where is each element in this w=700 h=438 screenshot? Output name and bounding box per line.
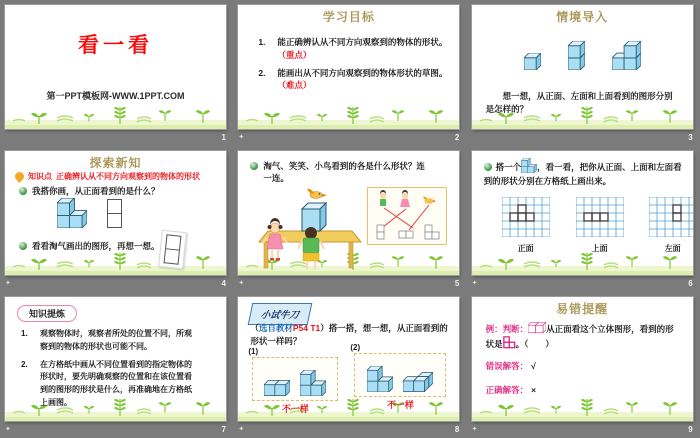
right-label: 正确解答： (485, 385, 529, 395)
grass-decoration (5, 249, 226, 275)
square-cell (164, 249, 180, 264)
statement-text: 从正面看这个立体图形，看到的形状是 (485, 324, 674, 350)
question-text: 想一想，从正面、左面和上面看到的图形分别是怎样的？ (485, 91, 673, 114)
item-text: 在方格纸中画从不同位置看到的指定物体的形状时，要先明确观察的位置和在该位置看到的图形的形状是什么，再准确地在方格纸上画图。 (40, 359, 192, 407)
example-statement (486, 321, 682, 352)
right-mark: × (531, 385, 537, 395)
cell-1 (0, 0, 233, 146)
bullet-icon (250, 162, 258, 170)
slide-6-footer (472, 277, 693, 290)
slide-title: 易错提醒 (556, 302, 609, 316)
slide-title: 探索新知 (89, 156, 142, 170)
question-text: 看看淘气画出的图形，再想一想。 (32, 241, 160, 251)
transition-star-icon: ✦ (471, 426, 478, 433)
square-cell (107, 214, 122, 228)
square-cell (107, 199, 122, 214)
slide-number: 1 (221, 132, 226, 142)
example-label: 例：判断： (485, 324, 529, 334)
slide-2-thumbnail[interactable] (238, 5, 459, 129)
slide-3-thumbnail[interactable] (472, 5, 693, 129)
slide-8-footer (238, 423, 459, 436)
slide-number: 2 (454, 132, 460, 142)
list-item (258, 67, 453, 93)
item-text: 能画出从不同方向观察到的物体形状的草图。 (277, 67, 448, 78)
grass-decoration (5, 103, 226, 129)
right-answer-line (486, 384, 536, 396)
question-pre: 搭一个 (495, 162, 522, 172)
grass-strip (5, 103, 226, 129)
slide-4-thumbnail[interactable] (5, 151, 226, 275)
slide-5-footer (238, 277, 459, 290)
practice-badge-label: 小试牛刀 (259, 310, 301, 321)
exercise-question: 搭一搭，想一想，从正面看到的形状一样吗？ (250, 323, 448, 346)
cell-9 (467, 292, 700, 438)
cube-compare-box-1 (252, 357, 338, 401)
cube-compare-box-2 (354, 353, 446, 397)
cell-5 (233, 146, 466, 292)
matching-panel (367, 187, 447, 245)
transition-star-icon: ✦ (5, 280, 11, 287)
grid-left-view (649, 197, 693, 237)
source-ref: P54 T1 (292, 323, 321, 333)
answer-text-1: 不一样 (281, 404, 309, 414)
stairs-cube-figure (367, 366, 393, 392)
cell-7 (0, 292, 233, 438)
grid-label-left: 左面 (664, 244, 681, 253)
slide-8-thumbnail[interactable] (238, 297, 459, 421)
slide-number: 6 (688, 278, 693, 288)
item-tag: （难点） (277, 80, 312, 91)
paren-open: （ (250, 323, 259, 333)
slide-title: 学习目标 (322, 10, 375, 24)
slide-7-thumbnail[interactable] (5, 297, 226, 421)
slide-5-thumbnail[interactable] (238, 151, 459, 275)
slide-number: 5 (454, 278, 460, 288)
item-body (277, 36, 453, 62)
list-item (21, 328, 198, 354)
item-text: 能正确辨认从不同方向观察到的物体的形状。 (277, 37, 448, 47)
tilted-shape-card (158, 230, 187, 269)
grass-decoration (472, 395, 693, 421)
slide-title: 情境导入 (556, 10, 609, 24)
two-cube-stack-figure (568, 41, 585, 70)
bullet-question (484, 158, 684, 188)
bullet-icon (19, 187, 27, 195)
slide-3-footer (472, 131, 693, 144)
knowledge-point-text: 正确辨认从不同方向观察到的物体的形状 (56, 172, 200, 181)
drawn-shape-card (103, 196, 126, 231)
cell-2 (233, 0, 466, 146)
cell-6 (467, 146, 700, 292)
item-tag: （重点） (277, 49, 312, 60)
wrong-mark: √ (531, 361, 536, 371)
slide-1-thumbnail[interactable] (5, 5, 226, 129)
statement-end: 。（ ） (515, 339, 554, 350)
grass-decoration (238, 103, 459, 129)
summary-list (21, 328, 198, 415)
paren-close: ） (320, 323, 329, 333)
slide-7-footer (5, 423, 226, 436)
knowledge-point-line (15, 171, 200, 182)
item-body (277, 67, 453, 93)
transition-star-icon: ✦ (238, 134, 245, 141)
l-shape-cube-figure (403, 372, 433, 392)
transition-star-icon: ✦ (5, 426, 11, 433)
question-text: 淘气、笑笑、小鸟看到的各是什么形状？连一连。 (263, 161, 425, 183)
summary-badge: 知识提炼 (17, 305, 77, 322)
transition-star-icon: ✦ (238, 426, 245, 433)
transition-star-icon: ✦ (471, 280, 478, 287)
item-number: 2. (21, 359, 28, 369)
grass-strip (5, 249, 226, 275)
slide-4-footer (5, 277, 226, 290)
slide-number: 8 (454, 424, 460, 434)
highlight-swoosh-icon (13, 170, 26, 183)
observation-scene (244, 181, 372, 271)
objectives-list (258, 36, 453, 97)
grid-front-view (502, 197, 550, 237)
cell-3 (467, 0, 700, 146)
bullet-icon (19, 242, 27, 250)
slide-2-footer (238, 131, 459, 144)
list-item (258, 36, 453, 62)
question-text: 我搭你画，从正面看到的是什么？ (32, 186, 160, 196)
bullet-question-2 (19, 240, 169, 252)
blue-box-figure (302, 203, 326, 231)
list-item (21, 359, 198, 410)
item-number: 1. (21, 329, 28, 338)
group-1-label: (1) (248, 347, 259, 356)
mini-cubes-icon (521, 158, 537, 173)
grid-top-view (576, 197, 624, 237)
wrong-label: 错误解答： (485, 361, 529, 371)
answer-text-2: 不一样 (386, 400, 414, 410)
three-cube-stairs-figure (612, 41, 641, 70)
wrong-answer-line (486, 360, 536, 372)
cell-4 (0, 146, 233, 292)
square-cell (165, 234, 181, 250)
two-cube-row-figure (264, 380, 290, 396)
slide-number: 7 (221, 424, 226, 434)
slide-number: 4 (221, 278, 226, 288)
question-post: ，看一看，把你从正面、上面和左面看到的形状分别在方格纸上画出来。 (483, 162, 682, 186)
transition-star-icon: ✦ (238, 280, 245, 287)
bullet-icon (484, 163, 492, 171)
grid-label-front: 正面 (517, 244, 534, 253)
bird-figure (307, 189, 327, 199)
slide-1-footer (5, 131, 226, 144)
slide-9-thumbnail[interactable] (472, 297, 693, 421)
knowledge-point-badge: 知识点 (28, 172, 52, 181)
cube-figures (500, 41, 665, 70)
group-2-label: (2) (350, 343, 361, 352)
presentation-title: 看一看 (78, 34, 153, 57)
slide-6-thumbnail[interactable] (472, 151, 693, 275)
exercise-text (250, 322, 448, 348)
pink-l-shape-icon (503, 336, 516, 349)
grid-label-top: 上面 (591, 244, 608, 253)
item-number: 2. (258, 67, 266, 78)
stairs-cube-figure (300, 370, 326, 396)
slide-number: 3 (688, 132, 693, 142)
stairs-cube-figure (57, 198, 87, 228)
slide-9-footer (472, 423, 693, 436)
slide-number: 9 (688, 424, 693, 434)
single-cube-figure (524, 53, 541, 70)
grass-strip (238, 103, 459, 129)
item-number: 1. (258, 37, 266, 47)
source-book: 选自教材 (258, 323, 293, 333)
site-watermark: 第一PPT模板网-WWW.1PPT.COM (46, 91, 185, 101)
cell-8 (233, 292, 466, 438)
pink-cubes-icon (528, 321, 546, 334)
item-text: 观察物体时，观察者所处的位置不同，所观察到的物体的形状也可能不同。 (40, 329, 192, 351)
grass-strip (472, 395, 693, 421)
